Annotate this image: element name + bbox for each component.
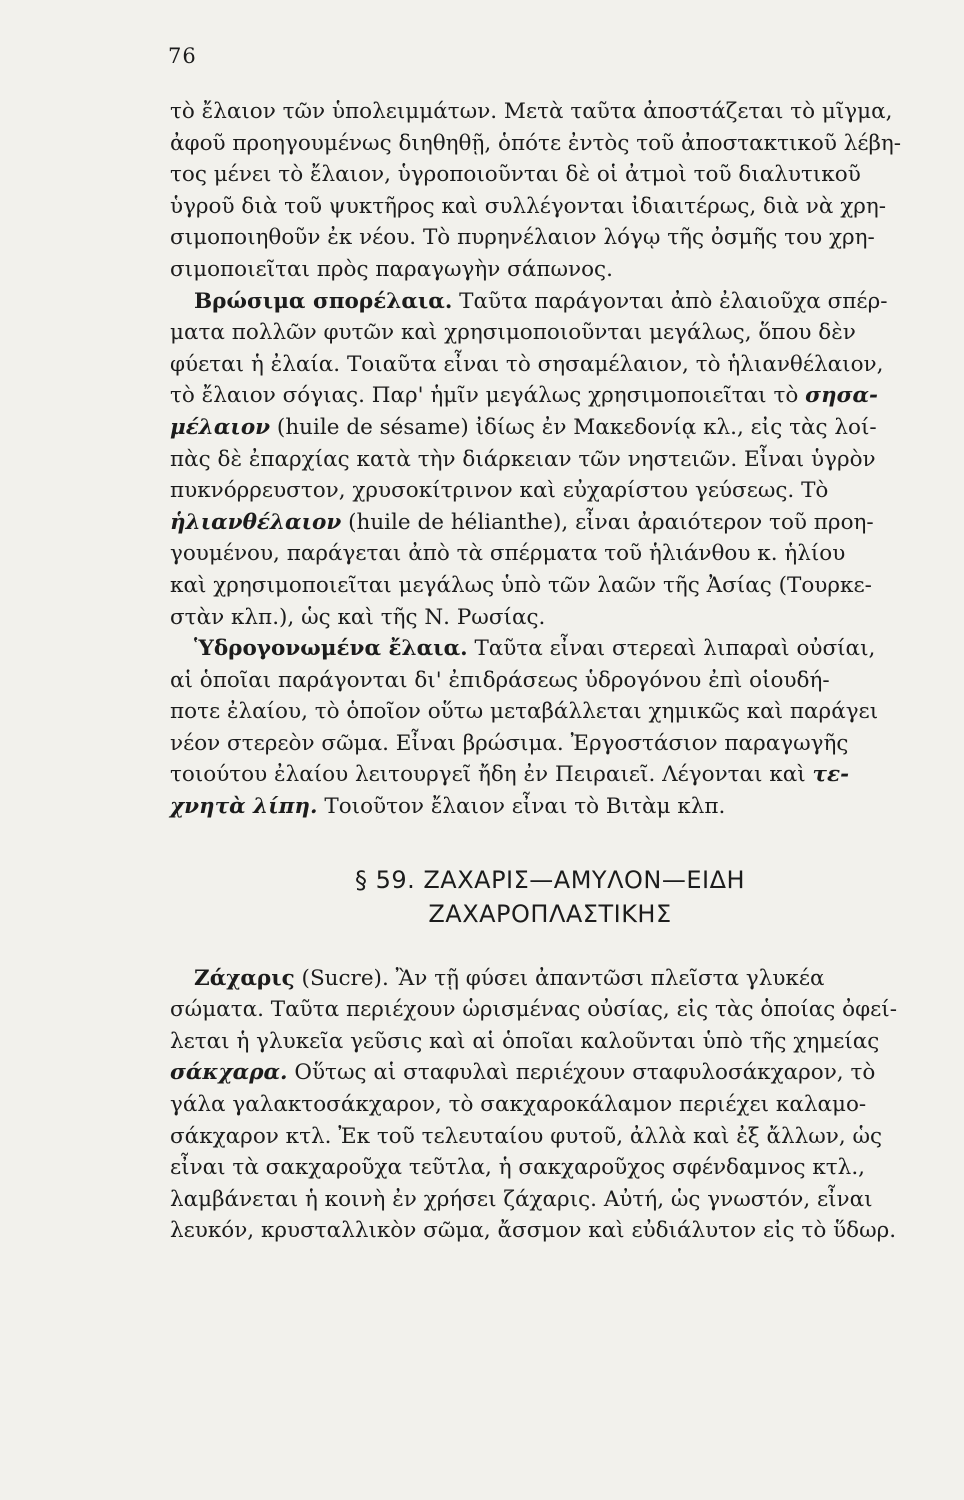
text-run: (huile de sésame) ἰδίως ἐν Μακεδονίᾳ κλ., εἰς τὰς λοί- bbox=[270, 414, 877, 440]
text-line bbox=[170, 191, 930, 223]
text-line bbox=[170, 128, 930, 160]
text-line bbox=[170, 412, 930, 444]
emphasized-term: Ζάχαρις bbox=[194, 965, 295, 991]
text-run: λεται ἡ γλυκεῖα γεῦσις καὶ αἱ ὁποῖαι καλοῦνται ὑπὸ τῆς χημείας bbox=[170, 1028, 880, 1054]
paragraph-block-sugar bbox=[170, 963, 930, 1247]
text-run: ὑγροῦ διὰ τοῦ ψυκτῆρος καὶ συλλέγονται ἰδιαιτέρως, διὰ νὰ χρη- bbox=[170, 193, 887, 219]
text-run: ματα πολλῶν φυτῶν καὶ χρησιμοποιοῦνται μεγάλως, ὅπου δὲν bbox=[170, 320, 856, 346]
text-line bbox=[170, 994, 930, 1026]
text-line bbox=[170, 728, 930, 760]
text-run: λευκόν, κρυσταλλικὸν σῶμα, ἄσσμον καὶ εὐδιάλυτον εἰς τὸ ὕδωρ. bbox=[170, 1218, 897, 1244]
text-line bbox=[170, 1121, 930, 1153]
text-run: γάλα γαλακτοσάκχαρον, τὸ σακχαροκάλαμον περιέχει καλαμο- bbox=[170, 1092, 867, 1118]
text-line bbox=[170, 963, 930, 995]
text-run: ἀφοῦ προηγουμένως διηθηθῇ, ὁπότε ἐντὸς τοῦ ἀποστακτικοῦ λέβη- bbox=[170, 130, 902, 156]
text-line bbox=[170, 538, 930, 570]
text-line bbox=[170, 696, 930, 728]
text-line bbox=[170, 507, 930, 539]
text-line bbox=[170, 286, 930, 318]
text-line bbox=[170, 1152, 930, 1184]
text-run: στὰν κλπ.), ὡς καὶ τῆς Ν. Ρωσίας. bbox=[170, 604, 546, 630]
text-line bbox=[170, 475, 930, 507]
text-line bbox=[170, 759, 930, 791]
text-run: φύεται ἡ ἐλαία. Τοιαῦτα εἶναι τὸ σησαμέλαιον, τὸ ἡλιανθέλαιον, bbox=[170, 351, 884, 377]
text-line bbox=[170, 665, 930, 697]
text-line bbox=[170, 570, 930, 602]
text-run: Τοιοῦτον ἔλαιον εἶναι τὸ Βιτὰμ κλπ. bbox=[317, 794, 726, 820]
emphasized-term: χνητὰ λίπη. bbox=[170, 794, 318, 820]
text-line bbox=[170, 349, 930, 381]
text-line bbox=[170, 1215, 930, 1247]
text-line bbox=[170, 254, 930, 286]
emphasized-term: Ὑδρογονωμένα ἔλαια. bbox=[194, 636, 468, 662]
text-run: (Sucre). Ἂν τῇ φύσει ἀπαντῶσι πλεῖστα γλυκέα bbox=[294, 965, 825, 991]
text-run: καὶ χρησιμοποιεῖται μεγάλως ὑπὸ τῶν λαῶν τῆς Ἀσίας (Τουρκε- bbox=[170, 572, 872, 598]
section-heading-continued: ΖΑΧΑΡΟΠΛΑΣΤΙΚΗΣ bbox=[428, 899, 672, 928]
text-run: τος μένει τὸ ἔλαιον, ὑγροποιοῦνται δὲ οἱ ἀτμοὶ τοῦ διαλυτικοῦ bbox=[170, 162, 861, 188]
section-heading: § 59. ΖΑΧΑΡΙΣ—ΑΜΥΛΟΝ—ΕΙΔΗ bbox=[354, 865, 746, 894]
text-run: Οὕτως αἱ σταφυλαὶ περιέχουν σταφυλοσάκχαρον, τὸ bbox=[287, 1060, 876, 1086]
text-run: αἱ ὁποῖαι παράγονται δι' ἐπιδράσεως ὑδρογόνου ἐπὶ οἱουδή- bbox=[170, 667, 830, 693]
text-run: τοιούτου ἐλαίου λειτουργεῖ ἤδη ἐν Πειραιεῖ. Λέγονται καὶ bbox=[170, 762, 813, 788]
text-run: γουμένου, παράγεται ἀπὸ τὰ σπέρματα τοῦ ἡλιάνθου κ. ἡλίου bbox=[170, 541, 846, 567]
text-line bbox=[170, 791, 930, 823]
text-line bbox=[170, 317, 930, 349]
text-run: σάκχαρον κτλ. Ἐκ τοῦ τελευταίου φυτοῦ, ἀλλὰ καὶ ἐξ ἄλλων, ὡς bbox=[170, 1123, 883, 1149]
text-line bbox=[170, 1057, 930, 1089]
text-line bbox=[170, 1089, 930, 1121]
text-run: νέον στερεὸν σῶμα. Εἶναι βρώσιμα. Ἐργοστάσιον παραγωγῆς bbox=[170, 730, 849, 756]
text-run: (huile de hélianthe), εἶναι ἀραιότερον τοῦ προη- bbox=[341, 509, 874, 535]
text-run: σιμοποιεῖται πρὸς παραγωγὴν σάπωνος. bbox=[170, 256, 613, 282]
emphasized-term: σησα- bbox=[805, 383, 878, 409]
body-text bbox=[170, 96, 930, 1247]
emphasized-term: μέλαιον bbox=[170, 414, 271, 440]
text-run: τὸ ἔλαιον σόγιας. Παρ' ἡμῖν μεγάλως χρησιμοποιεῖται τὸ bbox=[170, 383, 806, 409]
text-run: τὸ ἔλαιον τῶν ὑπολειμμάτων. Μετὰ ταῦτα ἀποστάζεται τὸ μῖγμα, bbox=[170, 99, 893, 124]
text-run: εἶναι τὰ σακχαροῦχα τεῦτλα, ἡ σακχαροῦχος σφένδαμνος κτλ., bbox=[170, 1155, 865, 1181]
text-run: πὰς δὲ ἐπαρχίας κατὰ τὴν διάρκειαν τῶν νηστειῶν. Εἶναι ὑγρὸν bbox=[170, 446, 876, 472]
emphasized-term: Βρώσιμα σπορέλαια. bbox=[194, 288, 453, 314]
text-line bbox=[170, 633, 930, 665]
text-run: Ταῦτα παράγονται ἀπὸ ἐλαιοῦχα σπέρ- bbox=[452, 288, 888, 314]
emphasized-term: τε- bbox=[812, 762, 850, 788]
text-line bbox=[170, 380, 930, 412]
text-line bbox=[170, 96, 930, 128]
text-run: λαμβάνεται ἡ κοινὴ ἐν χρήσει ζάχαρις. Αὐτή, ὡς γνωστόν, εἶναι bbox=[170, 1186, 873, 1212]
text-run: πυκνόρρευστον, χρυσοκίτρινον καὶ εὐχαρίστου γεύσεως. Τὸ bbox=[170, 478, 829, 504]
text-run: Ταῦτα εἶναι στερεαὶ λιπαραὶ οὐσίαι, bbox=[467, 636, 876, 662]
text-line bbox=[170, 444, 930, 476]
text-line bbox=[170, 1184, 930, 1216]
text-run: σιμοποιηθοῦν ἐκ νέου. Τὸ πυρηνέλαιον λόγῳ τῆς ὀσμῆς του χρη- bbox=[170, 225, 875, 251]
text-line bbox=[170, 602, 930, 634]
text-line bbox=[170, 1026, 930, 1058]
emphasized-term: σάκχαρα. bbox=[170, 1060, 288, 1086]
text-line bbox=[170, 159, 930, 191]
text-run: σώματα. Ταῦτα περιέχουν ὡρισμένας οὐσίας, εἰς τὰς ὁποίας ὀφεί- bbox=[170, 997, 897, 1023]
text-line bbox=[170, 222, 930, 254]
page-number: 76 bbox=[168, 44, 197, 68]
emphasized-term: ἡλιανθέλαιον bbox=[170, 509, 342, 535]
paragraph-block-oils bbox=[170, 96, 930, 823]
text-run: ποτε ἐλαίου, τὸ ὁποῖον οὕτω μεταβάλλεται χημικῶς καὶ παράγει bbox=[170, 699, 879, 725]
